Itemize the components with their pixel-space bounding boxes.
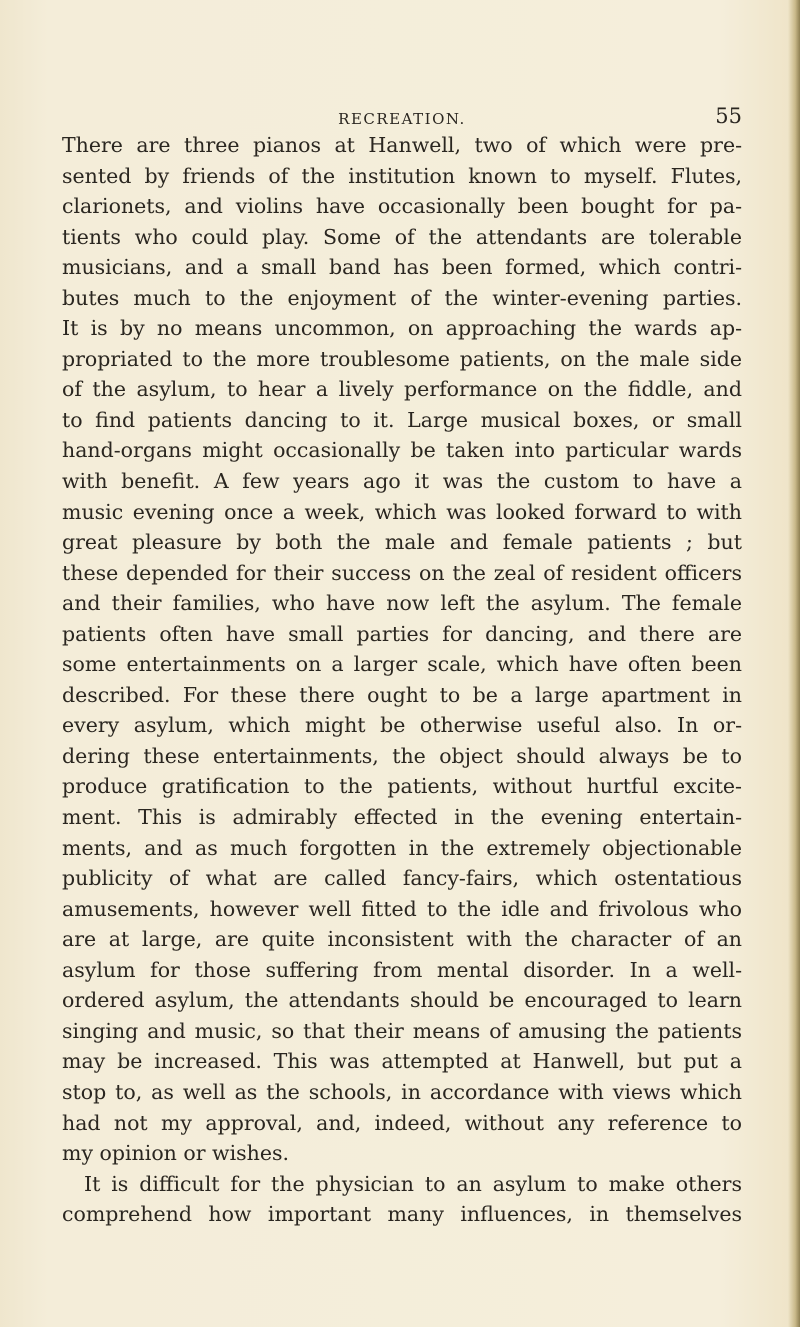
text-line: every asylum, which might be otherwise useful also. In or- — [62, 713, 742, 738]
text-line: dering these entertainments, the object should always be to — [62, 743, 742, 768]
text-line: musicians, and a small band has been formed, which contri- — [62, 255, 742, 280]
text-line: with benefit. A few years ago it was the custom to have a — [62, 469, 742, 494]
text-line: tients who could play. Some of the attendants are tolerable — [62, 224, 742, 249]
text-line: singing and music, so that their means of amusing the patients — [62, 1018, 742, 1043]
text-line: propriated to the more troublesome patients, on the male side — [62, 346, 742, 371]
text-line: music evening once a week, which was looked forward to with — [62, 499, 742, 524]
text-line: some entertainments on a larger scale, which have often been — [62, 652, 742, 677]
text-line: It is by no means uncommon, on approaching the wards ap- — [62, 316, 742, 341]
text-line: stop to, as well as the schools, in accordance with views which — [62, 1079, 742, 1104]
page-edge-shadow — [788, 0, 800, 1327]
body-text — [62, 130, 742, 1230]
text-line: ment. This is admirably effected in the evening entertain- — [62, 805, 742, 830]
text-line: and their families, who have now left the asylum. The female — [62, 591, 742, 616]
text-line: butes much to the enjoyment of the winter-evening parties. — [62, 285, 742, 310]
text-line: ordered asylum, the attendants should be encouraged to learn — [62, 988, 742, 1013]
text-line: described. For these there ought to be a large apartment in — [62, 682, 742, 707]
text-line: produce gratification to the patients, without hurtful excite- — [62, 774, 742, 799]
text-line: great pleasure by both the male and female patients ; but — [62, 530, 742, 555]
text-line: my opinion or wishes. — [62, 1141, 290, 1166]
text-line: of the asylum, to hear a lively performance on the fiddle, and — [62, 377, 742, 402]
running-title: RECREATION. — [338, 110, 466, 128]
text-line: amusements, however well fitted to the idle and frivolous who — [62, 896, 742, 921]
text-line: are at large, are quite inconsistent with the character of an — [62, 927, 742, 952]
text-line: ments, and as much forgotten in the extremely objectionable — [62, 835, 742, 860]
text-line: It is difficult for the physician to an asylum to make others — [84, 1171, 742, 1196]
text-line: these depended for their success on the zeal of resident officers — [62, 560, 742, 585]
text-line: There are three pianos at Hanwell, two of which were pre- — [62, 133, 742, 157]
text-line: had not my approval, and, indeed, without any reference to — [62, 1110, 742, 1135]
text-line: publicity of what are called fancy-fairs, which ostentatious — [62, 866, 742, 891]
text-line: to find patients dancing to it. Large musical boxes, or small — [62, 407, 742, 432]
text-line: asylum for those suffering from mental disorder. In a well- — [62, 957, 742, 982]
text-line: may be increased. This was attempted at Hanwell, but put a — [62, 1049, 742, 1074]
text-line: comprehend how important many influences, in themselves — [62, 1202, 742, 1227]
text-line: hand-organs might occasionally be taken into particular wards — [62, 438, 742, 463]
text-line: clarionets, and violins have occasionally been bought for pa- — [62, 194, 742, 219]
text-line: patients often have small parties for dancing, and there are — [62, 621, 742, 646]
page-number: 55 — [715, 104, 742, 128]
text-line: sented by friends of the institution known to myself. Flutes, — [62, 163, 742, 188]
